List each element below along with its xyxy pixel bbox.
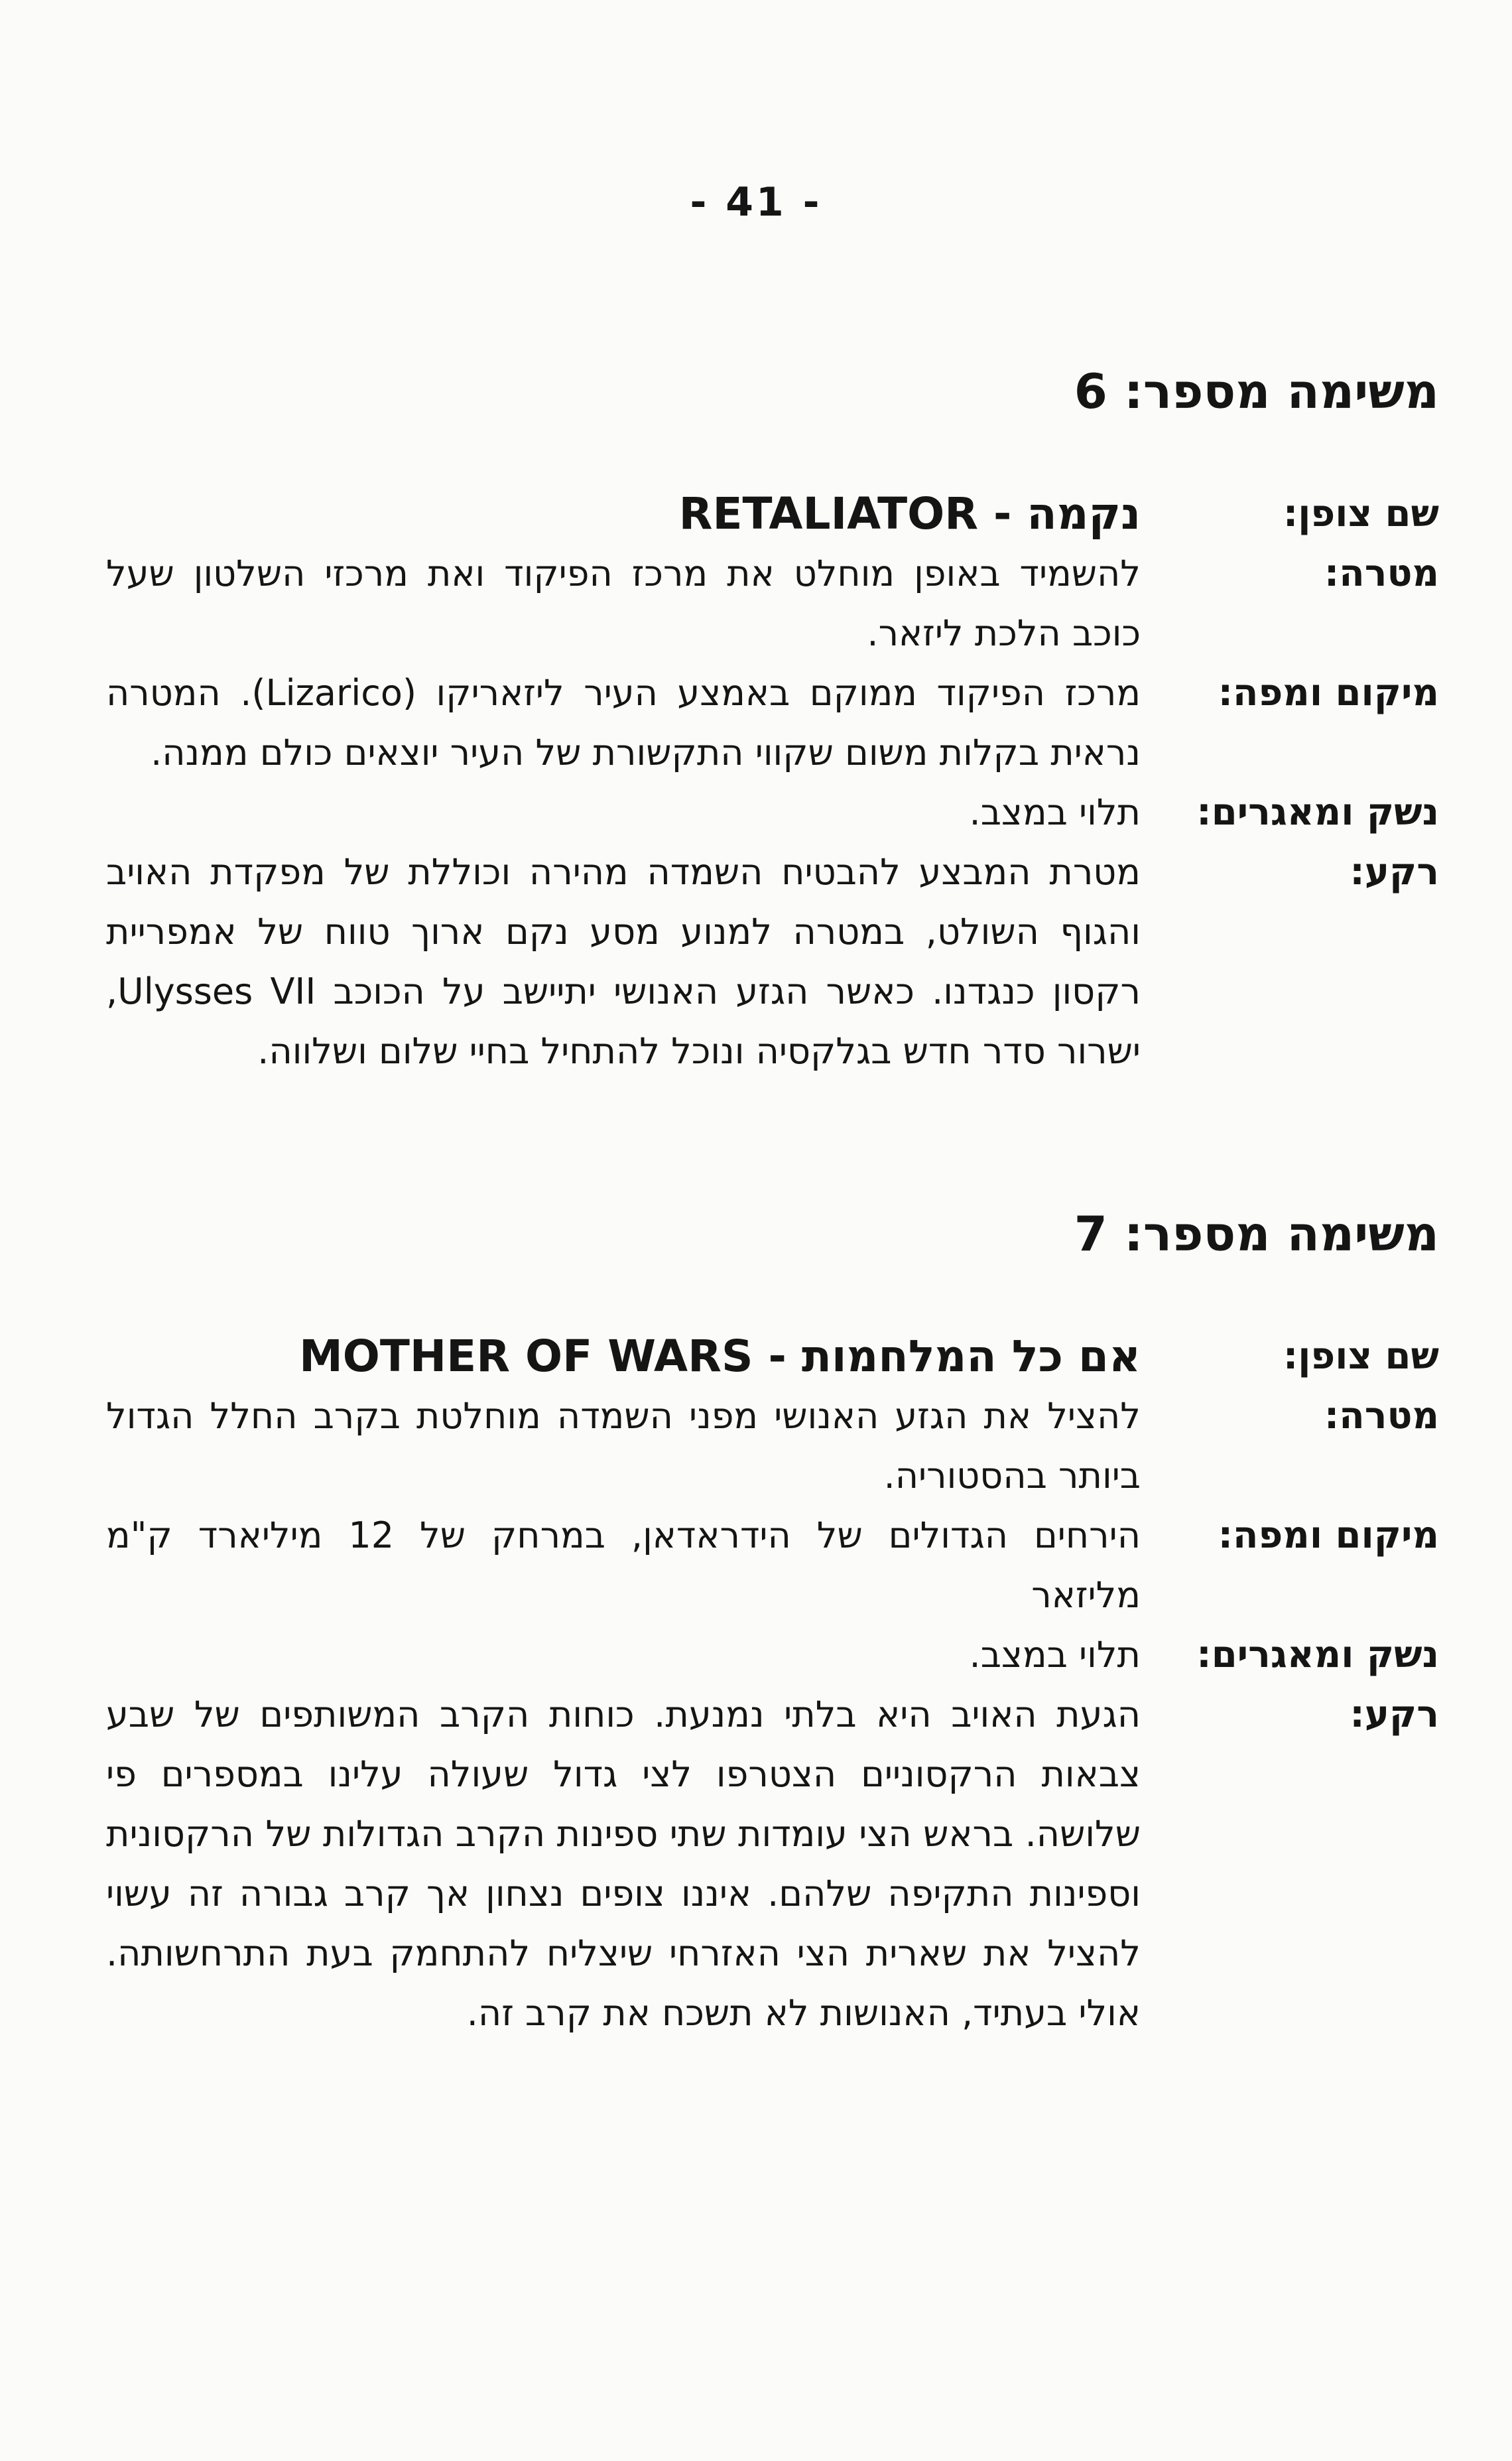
- objective-text: להציל את הגזע האנושי מפני השמדה מוחלטת בקרב החלל הגדול ביותר בהסטוריה.: [106, 1395, 1141, 1497]
- weapons-text: תלוי במצב.: [969, 1634, 1141, 1676]
- codename-label: שם צופן:: [1283, 1335, 1439, 1378]
- mission-7: [40, 1201, 1439, 2043]
- location-text: הירחים הגדולים של הידראדאן, במרחק של 12 מיליארד ק"מ מליזאר: [106, 1514, 1141, 1616]
- mission-title: משימה מספר: 7: [1074, 1206, 1439, 1262]
- codename-row: [40, 484, 1439, 544]
- background-label: רקע:: [1350, 1693, 1439, 1736]
- codename-value: אם כל המלחמות - MOTHER OF WARS: [299, 1331, 1141, 1382]
- mission-title: משימה מספר: 6: [1074, 364, 1439, 419]
- weapons-label: נשק ומאגרים:: [1196, 1633, 1439, 1676]
- page-number: - 41 -: [690, 179, 822, 226]
- objective-label: מטרה:: [1324, 552, 1439, 595]
- location-row: [40, 663, 1439, 783]
- codename-row: [40, 1327, 1439, 1386]
- mission-6: [40, 358, 1439, 1081]
- objective-row: [40, 1386, 1439, 1506]
- objective-label: מטרה:: [1324, 1394, 1439, 1437]
- location-text: מרכז הפיקוד ממוקם באמצע העיר ליזאריקו (Lizarico). המטרה נראית בקלות משום שקווי התקשורת של העיר יוצאים כולם ממנה.: [106, 672, 1141, 773]
- background-row: [40, 1685, 1439, 2043]
- background-row: [40, 842, 1439, 1081]
- weapons-text: תלוי במצב.: [969, 791, 1141, 833]
- weapons-row: [40, 1625, 1439, 1685]
- codename-value: נקמה - RETALIATOR: [678, 488, 1141, 539]
- location-label: מיקום ומפה:: [1218, 1514, 1439, 1557]
- location-label: מיקום ומפה:: [1218, 671, 1439, 714]
- weapons-label: נשק ומאגרים:: [1196, 791, 1439, 834]
- background-text: מטרת המבצע להבטיח השמדה מהירה וכוללת של מפקדת האויב והגוף השולט, במטרה למנוע מסע נקם ארוך טווח של אמפריית רקסון כנגדנו. כאשר הגזע האנושי יתיישב על הכוכב Ulysses VII, ישרור סדר חדש בגלקסיה ונוכל להתחיל בחיי שלום ושלווה.: [106, 851, 1141, 1072]
- objective-row: [40, 544, 1439, 663]
- background-text: הגעת האויב היא בלתי נמנעת. כוחות הקרב המשותפים של שבע צבאות הרקסוניים הצטרפו לצי גדול שעולה עלינו במספרים פי שלושה. בראש הצי עומדות שתי ספינות הקרב הגדולות של הרקסונית וספינות התקיפה שלהם. איננו צופים נצחון אך קרב גבורה זה עשוי להציל את שארית הצי האזרחי שיצליח להתחמק בעת התרחשותה. אולי בעתיד, האנושות לא תשכח את קרב זה.: [106, 1694, 1141, 2034]
- codename-label: שם צופן:: [1283, 492, 1439, 535]
- background-label: רקע:: [1350, 850, 1439, 894]
- weapons-row: [40, 783, 1439, 842]
- objective-text: להשמיד באופן מוחלט את מרכז הפיקוד ואת מרכזי השלטון שעל כוכב הלכת ליזאר.: [106, 553, 1141, 654]
- location-row: [40, 1506, 1439, 1625]
